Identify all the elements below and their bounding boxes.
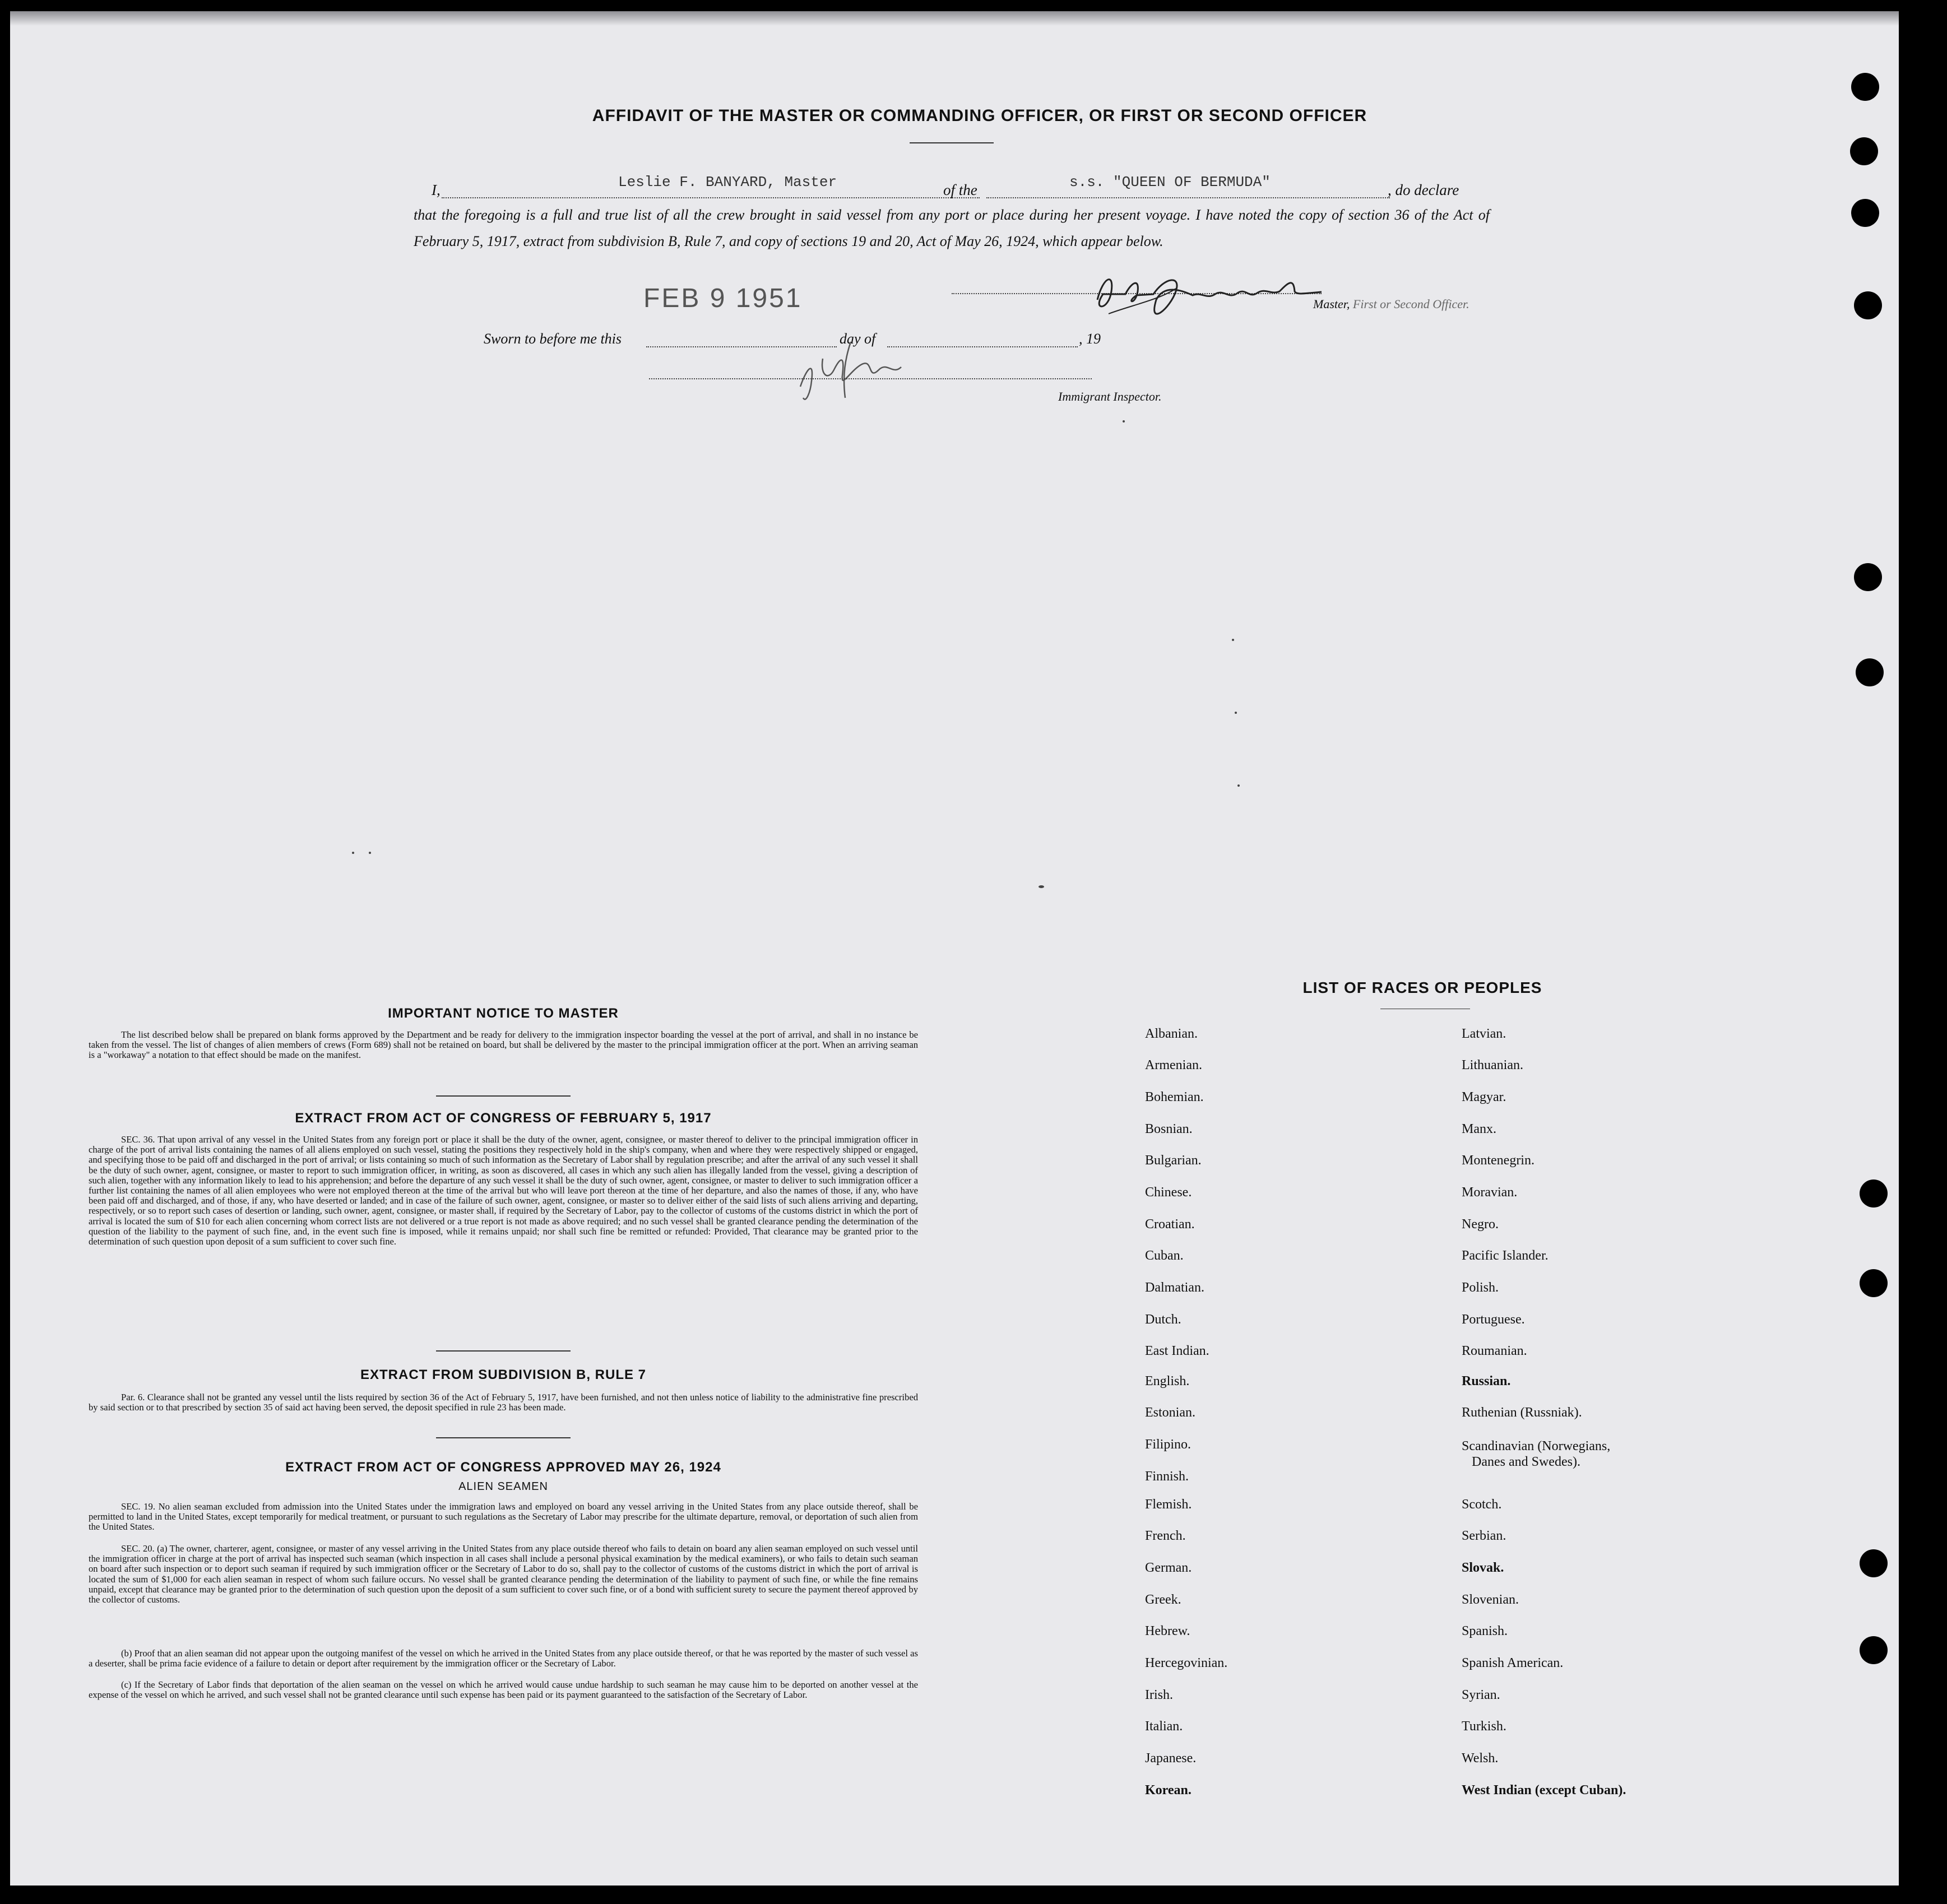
document-page — [10, 11, 1899, 1886]
do-declare-label: , do declare — [1388, 182, 1459, 198]
sworn-day-label: day of — [840, 331, 876, 347]
race-item: Syrian. — [1462, 1688, 1500, 1702]
race-item: Moravian. — [1462, 1185, 1518, 1200]
race-item: Lithuanian. — [1462, 1058, 1523, 1072]
race-item: Albanian. — [1145, 1027, 1198, 1041]
extract-1917-body: SEC. 36. That upon arrival of any vessel in the United States from any foreign port or place it shall be the duty of the owner, agent, consignee, or master thereof to deliver to the principal immigration officer in charge of the port of arrival lists containing the names of all aliens employed on such vessel, stating the positions they respectively hold in the ship's company, when and where they were respectively shipped or engaged, and specifying those to be paid off and discharged in the port of arrival; or lists containing so much of such information as the Secretary of Labor shall by regulation prescribe; and after the arrival of any such vessel it shall be the duty of such owner, agent, consignee, or master to report to such immigration officer, in writing, as soon as discovered, all cases in which any such alien has illegally landed from the vessel, giving a description of such alien, together with any information likely to lead to his apprehension; and before the departure of any such vessel it shall be the duty of such owner, agent, consignee, or master to deliver to such immigration officer a further list containing the names of all alien employees who were not employed thereon at the time of the arrival but who will leave port thereon at the time of her departure, and also the names of those, if any, who have been paid off and discharged, and of those, if any, who have deserted or landed; and in case of the failure of such owner, agent, consignee, or master so to deliver either of the said lists of such aliens arriving and departing, respectively, or so to report such cases of desertion or landing, such owner, agent, consignee, or master shall, if required by the Secretary of Labor, pay to the collector of customs of the customs district in which the port of arrival is located the sum of $10 for each alien concerning whom correct lists are not delivered or a true report is not made as above required; and no such vessel shall be granted clearance pending the determination of the question of the liability to the payment of such fine, and, in the event such fine is imposed, while it remains unpaid; nor shall such fine be remitted or refunded: Provided, That clearance may be granted prior to the determination of such question upon deposit of a sum sufficient to cover such fine. — [89, 1134, 918, 1247]
race-item: Montenegrin. — [1462, 1153, 1535, 1168]
punch-hole — [1860, 1179, 1888, 1208]
race-item: Slovenian. — [1462, 1592, 1519, 1607]
race-item: Croatian. — [1145, 1217, 1195, 1232]
race-item: Armenian. — [1145, 1058, 1202, 1072]
inspector-signature-line — [649, 378, 1092, 379]
race-item: Italian. — [1145, 1719, 1183, 1734]
race-item: Serbian. — [1462, 1529, 1506, 1543]
race-item: Hercegovinian. — [1145, 1656, 1228, 1670]
race-item: Magyar. — [1462, 1090, 1506, 1104]
punch-hole — [1854, 291, 1882, 319]
race-item: Korean. — [1145, 1783, 1192, 1798]
speck — [1235, 712, 1237, 714]
punch-hole — [1856, 658, 1884, 686]
races-title: LIST OF RACES OR PEOPLES — [1302, 979, 1542, 996]
sworn-prefix: Sworn to before me this — [484, 331, 622, 347]
punch-hole — [1860, 1269, 1888, 1297]
race-item: Flemish. — [1145, 1497, 1192, 1512]
sworn-year-label: , 19 — [1079, 331, 1101, 347]
race-item: Scandinavian (Norwegians, — [1462, 1439, 1611, 1453]
race-item: French. — [1145, 1529, 1186, 1543]
page-top-edge — [10, 11, 1899, 26]
race-item: English. — [1145, 1374, 1190, 1388]
race-item: Bulgarian. — [1145, 1153, 1202, 1168]
race-item: Russian. — [1462, 1374, 1511, 1388]
race-item: West Indian (except Cuban). — [1462, 1783, 1626, 1798]
section-divider — [436, 1350, 571, 1352]
race-item: Latvian. — [1462, 1027, 1506, 1041]
declaration-line — [402, 174, 1490, 196]
section-divider — [436, 1095, 571, 1097]
extract-rule7-body: Par. 6. Clearance shall not be granted any vessel until the lists required by section 36 of the Act of February 5, 1917, have been furnished, and not then unless notice of liability to the administrative fine prescribed by said section or to that prescribed by section 35 of said act having been served, the deposit specified in rule 23 has been made. — [89, 1392, 918, 1413]
section-divider — [436, 1437, 571, 1438]
race-item: Cuban. — [1145, 1248, 1184, 1263]
race-item: Bosnian. — [1145, 1122, 1193, 1136]
officer-name-field: Leslie F. BANYARD, Master — [618, 174, 837, 191]
date-stamp: FEB 9 1951 — [643, 284, 803, 313]
race-item: Finnish. — [1145, 1469, 1189, 1484]
race-item: Ruthenian (Russniak). — [1462, 1405, 1582, 1420]
master-signature — [1086, 261, 1333, 333]
race-item: Hebrew. — [1145, 1624, 1190, 1638]
speck — [1232, 639, 1234, 641]
sec-19-body: SEC. 19. No alien seaman excluded from admission into the United States under the immigration laws and employed on board any vessel arriving in the United States from any place outside thereof, shall be permitted to land in the United States, except temporarily for medical treatment, or pursuant to such regulations as the Secretary of Labor may prescribe for the ultimate departure, removal, or deportation of such alien from the United States. — [89, 1501, 918, 1533]
speck — [1123, 420, 1125, 422]
signature-caption-officer: First or Second Officer. — [1352, 297, 1469, 311]
notice-body: The list described below shall be prepared on blank forms approved by the Department and be ready for delivery to the immigration inspector boarding the vessel at the port of arrival, and shall in no instance be taken from the vessel. The list of changes of alien members of crews (Form 689) shall not be retained on board, but shall be delivered by the master to the principal immigration officer at the port. When an arriving seaman is a "workaway" a notation to that effect should be made on the manifest. — [89, 1029, 918, 1061]
race-item: Estonian. — [1145, 1405, 1195, 1420]
race-item: Dutch. — [1145, 1312, 1181, 1327]
race-item: Turkish. — [1462, 1719, 1506, 1734]
extract-1924-subheading: ALIEN SEAMEN — [458, 1480, 548, 1493]
punch-hole — [1854, 563, 1882, 591]
notice-heading: IMPORTANT NOTICE TO MASTER — [388, 1006, 619, 1021]
race-item: Portuguese. — [1462, 1312, 1525, 1327]
affidavit-title: AFFIDAVIT OF THE MASTER OR COMMANDING OFFICER, OR FIRST OR SECOND OFFICER — [592, 106, 1367, 125]
extract-1917-heading: EXTRACT FROM ACT OF CONGRESS OF FEBRUARY 5, 1917 — [295, 1111, 712, 1126]
sec-20b-body: (b) Proof that an alien seaman did not appear upon the outgoing manifest of the vessel on which he arrived in the United States from any place outside thereof, or that he was reported by the master of such vessel as a deserter, shall be prima facie evidence of a failure to detain or deport after requirement by the immigration officer or the Secretary of Labor. — [89, 1648, 918, 1669]
sec-20a-body: SEC. 20. (a) The owner, charterer, agent, consignee, or master of any vessel arriving in the United States from any place outside thereof who fails to detain on board any alien seaman employed on such vessel until the immigration officer in charge at the port of arrival has inspected such seaman (which inspection in all cases shall include a personal physical examination by the medical examiners), or who fails to detain such seaman on board after such inspection or to deport such seaman if required by such immigration officer or the Secretary of Labor to do so, shall pay to the collector of customs of the customs district in which the port of arrival is located the sum of $1,000 for each alien seaman in respect of whom such failure occurs. No vessel shall be granted clearance pending the determination of the liability to payment of such fine, or while the fine remains unpaid, except that clearance may be granted prior to the determination of such question upon the deposit of a sum sufficient to cover such fine, or of a bond with sufficient surety to secure the payment thereof approved by the collector of customs. — [89, 1543, 918, 1605]
race-item: Japanese. — [1145, 1751, 1197, 1766]
inspector-initials — [789, 336, 935, 409]
race-item: Slovak. — [1462, 1561, 1504, 1575]
race-item: Scotch. — [1462, 1497, 1502, 1512]
race-item: Roumanian. — [1462, 1344, 1527, 1358]
title-rule — [910, 142, 994, 143]
punch-hole — [1850, 137, 1878, 165]
signature-caption-master: Master, — [1313, 297, 1353, 311]
race-item: Danes and Swedes). — [1472, 1455, 1580, 1469]
signature-caption — [1313, 297, 1469, 312]
race-item: Welsh. — [1462, 1751, 1499, 1766]
of-the-label: of the — [943, 182, 977, 198]
extract-1924-heading: EXTRACT FROM ACT OF CONGRESS APPROVED MAY 26, 1924 — [285, 1460, 721, 1475]
speck — [1237, 784, 1240, 787]
race-item: German. — [1145, 1561, 1192, 1575]
punch-hole — [1860, 1549, 1888, 1577]
race-item: Pacific Islander. — [1462, 1248, 1549, 1263]
punch-hole — [1851, 73, 1879, 101]
race-item: Polish. — [1462, 1280, 1499, 1295]
extract-rule7-heading: EXTRACT FROM SUBDIVISION B, RULE 7 — [360, 1367, 647, 1382]
declaration-body: that the foregoing is a full and true list of all the crew brought in said vessel from any port or place during her present voyage. I have noted the copy of section 36 of the Act of February 5, 1917, extract from subdivision B, Rule 7, and copy of sections 19 and 20, Act of May 26, 1924, which appear below. — [414, 207, 1490, 249]
punch-hole — [1860, 1636, 1888, 1664]
race-item: Manx. — [1462, 1122, 1496, 1136]
race-item: East Indian. — [1145, 1344, 1209, 1358]
race-item: Greek. — [1145, 1592, 1181, 1607]
punch-hole — [1851, 199, 1879, 227]
race-item: Irish. — [1145, 1688, 1173, 1702]
vessel-name-field: s.s. "QUEEN OF BERMUDA" — [1069, 174, 1271, 191]
speck — [1039, 885, 1044, 888]
sec-20c-body: (c) If the Secretary of Labor finds that deportation of the alien seaman on the vessel on which he arrived would cause undue hardship to such seaman he may cause him to be deported on another vessel at the expense of the vessel on which he arrived, and such vessel shall not be granted clearance until such expense has been paid or its payment guaranteed to the satisfaction of the Secretary of Labor. — [89, 1679, 918, 1701]
race-item: Chinese. — [1145, 1185, 1192, 1200]
speck — [369, 852, 371, 854]
race-item: Negro. — [1462, 1217, 1499, 1232]
race-item: Spanish American. — [1462, 1656, 1564, 1670]
inspector-caption: Immigrant Inspector. — [1058, 389, 1162, 403]
pronoun-label: I, — [432, 182, 441, 198]
race-item: Filipino. — [1145, 1437, 1192, 1452]
race-item: Spanish. — [1462, 1624, 1508, 1638]
speck — [352, 852, 354, 854]
race-item: Bohemian. — [1145, 1090, 1204, 1104]
race-item: Dalmatian. — [1145, 1280, 1204, 1295]
